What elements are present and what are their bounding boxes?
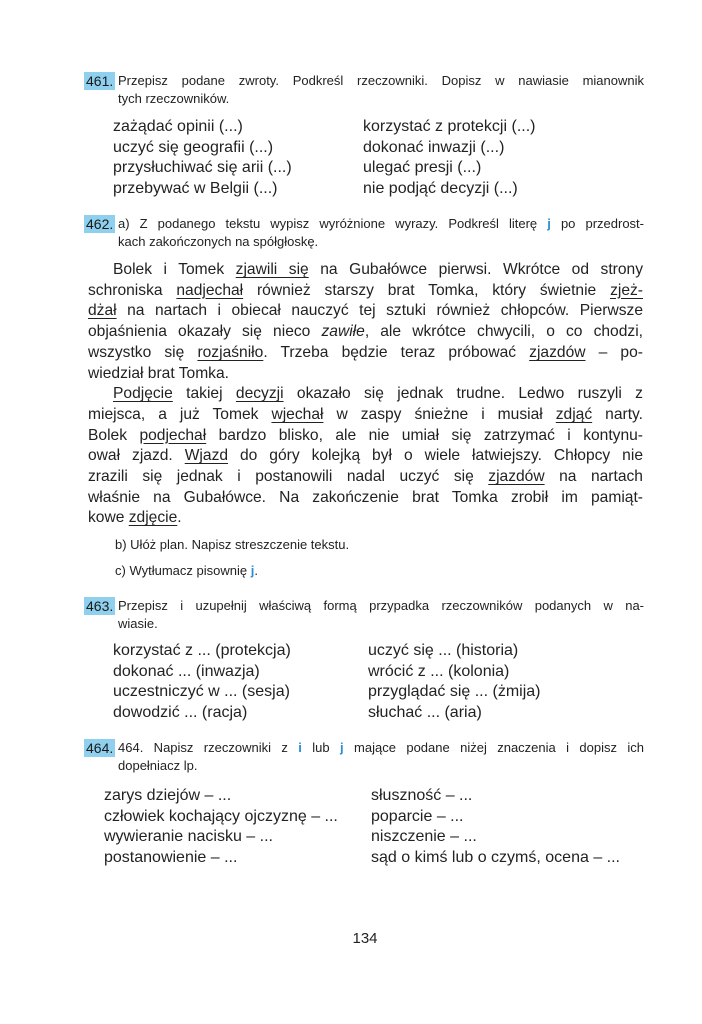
instruction-line: Przepisz i uzupełnij właściwą formą przypadka rzeczowników podanych w na-	[118, 598, 644, 613]
phrase: słuchać ... (aria)	[368, 703, 482, 721]
story-line	[88, 260, 643, 281]
subtask-text: c) Wytłumacz pisownię	[115, 563, 248, 578]
highlighted-word: zjawili się	[235, 261, 309, 278]
exercise-463	[84, 597, 644, 631]
exercise-464	[84, 739, 644, 773]
instruction-line: kach zakończonych na spółgłoskę.	[118, 234, 319, 249]
instruction-line: Przepisz podane zwroty. Podkreśl rzeczowniki. Dopisz w nawiasie mianownik	[118, 73, 644, 88]
phrase: ulegać presji (...)	[363, 159, 482, 176]
phrase-list-left	[113, 117, 292, 199]
phrase: sąd o kimś lub o czymś, ocena – ...	[371, 848, 620, 866]
story-text: na nartach	[544, 468, 643, 486]
phrase: przyglądać się ... (żmija)	[368, 683, 541, 700]
phrase: zarys dziejów – ...	[104, 787, 232, 804]
story-text: kowe	[88, 509, 129, 527]
story-text: miejsca, a już Tomek	[88, 405, 272, 423]
story-text: – po-	[585, 343, 643, 361]
highlight-letter: j	[340, 740, 344, 755]
phrase: uczyć się ... (historia)	[368, 642, 519, 659]
instruction-line	[118, 215, 644, 233]
story-line	[88, 508, 643, 529]
instruction-text: po przedrost-	[560, 216, 644, 231]
highlighted-word: Podjęcie	[113, 385, 173, 403]
story-line	[88, 322, 643, 343]
story-line	[88, 405, 643, 426]
story-text: w zaspy śnieżne i musiał	[323, 405, 556, 423]
phrase-list-right	[363, 117, 535, 199]
story-text: Bolek i Tomek	[113, 261, 236, 278]
story-line	[88, 467, 643, 488]
phrase: człowiek kochający ojczyznę – ...	[104, 807, 338, 825]
story-text: również starszy brat Tomka, który świetnie	[243, 281, 611, 299]
instruction-line	[118, 739, 644, 757]
instruction-line: tych rzeczowników.	[118, 91, 230, 106]
phrase: słuszność – ...	[371, 787, 473, 804]
highlighted-word: zjazdów	[488, 468, 545, 486]
exercise-instruction	[118, 597, 644, 633]
exercise-number: 464.	[86, 740, 114, 756]
highlight-letter: j	[547, 216, 551, 231]
phrase-list-left	[104, 786, 338, 868]
instruction-text: mające podane niżej znaczenia i dopisz ich	[354, 740, 644, 755]
story-text: na Gubałówce pierwsi. Wkrótce od strony	[308, 261, 644, 278]
exercise-instruction	[118, 215, 644, 251]
phrase: niszczenie – ...	[371, 828, 477, 845]
phrase: przebywać w Belgii (...)	[113, 179, 278, 197]
story-text: . Trzeba będzie teraz próbować	[263, 343, 530, 361]
exercise-number: 463.	[86, 598, 114, 614]
story-line	[88, 343, 643, 364]
subtask-b: b) Ułóż plan. Napisz streszczenie tekstu.	[115, 537, 350, 552]
phrase-list-right	[368, 641, 541, 723]
phrase: zażądać opinii (...)	[113, 118, 243, 135]
phrase: dokonać ... (inwazja)	[113, 662, 260, 680]
story-text: , ale wkrótce chwycili, o co chodzi,	[364, 323, 643, 341]
highlight-letter: i	[298, 740, 302, 755]
story-text: objaśnienia okazały się nieco	[88, 323, 322, 341]
exercise-462	[84, 215, 644, 249]
phrase: uczestniczyć w ... (sesja)	[113, 683, 290, 700]
story-text: bardzo blisko, ale nie umiał się zatrzymać i kontynu-	[206, 426, 643, 444]
story-text: Bolek	[88, 426, 140, 444]
phrase: wywieranie nacisku – ...	[104, 828, 273, 845]
story-text: narty.	[592, 405, 643, 423]
highlighted-word: wjechał	[271, 405, 324, 423]
story-text: właśnie na Gubałówce. Na zakończenie brat Tomka zrobił im pamiąt-	[88, 488, 643, 506]
story-text: wszystko się	[88, 343, 198, 361]
story-line	[88, 301, 643, 322]
highlighted-word: zdjąć	[555, 405, 593, 423]
phrase: poparcie – ...	[371, 807, 464, 825]
highlighted-word: dżał	[88, 302, 117, 320]
story-line	[88, 384, 643, 405]
instruction-text: lub	[312, 740, 330, 755]
instruction-text: 464. Napisz rzeczowniki z	[118, 740, 288, 755]
story-line	[88, 488, 643, 509]
highlighted-word: zjeż-	[610, 281, 643, 299]
highlighted-word: podjechał	[139, 426, 207, 444]
phrase: uczyć się geografii (...)	[113, 138, 274, 156]
exercise-number: 461.	[86, 73, 114, 89]
highlighted-word: rozjaśniło	[197, 343, 264, 361]
phrase: korzystać z protekcji (...)	[363, 118, 536, 135]
story-line	[88, 364, 643, 385]
story-text: okazało się jednak trudne. Ledwo ruszyli z	[283, 385, 643, 403]
instruction-line: dopełniacz lp.	[118, 758, 198, 773]
exercise-instruction	[118, 72, 644, 108]
story-text: do góry kolejką był o wiele łatwiejszy. Chłopcy nie	[228, 447, 643, 465]
story-line	[88, 426, 643, 447]
highlighted-word: zjazdów	[529, 343, 586, 361]
phrase: wrócić z ... (kolonia)	[368, 662, 510, 680]
story-text: schroniska	[88, 281, 177, 299]
highlighted-word: Wjazd	[184, 447, 229, 465]
phrase: korzystać z ... (protekcja)	[113, 642, 291, 659]
story-text: ował zjazd.	[88, 447, 185, 465]
subtask-text: .	[254, 563, 258, 578]
phrase-list-left	[113, 641, 291, 723]
story-text: takiej	[172, 385, 236, 403]
story-text: zawiłe	[321, 323, 365, 341]
highlighted-word: decyzji	[235, 385, 284, 403]
phrase: dowodzić ... (racja)	[113, 703, 248, 721]
highlight-letter: j	[250, 563, 255, 578]
exercise-instruction	[118, 739, 644, 775]
subtask-c	[115, 563, 258, 578]
phrase: nie podjąć decyzji (...)	[363, 179, 518, 197]
exercise-number: 462.	[86, 216, 114, 232]
phrase: dokonać inwazji (...)	[363, 138, 505, 156]
story-paragraphs	[88, 260, 643, 529]
instruction-text: a) Z podanego tekstu wypisz wyróżnione wyrazy. Podkreśl literę	[118, 216, 538, 231]
phrase-list-right	[371, 786, 620, 868]
instruction-line: wiasie.	[118, 616, 158, 631]
story-line	[88, 446, 643, 467]
highlighted-word: nadjechał	[176, 281, 244, 299]
phrase: przysłuchiwać się arii (...)	[113, 159, 292, 176]
highlighted-word: zdjęcie	[128, 509, 178, 527]
story-text: wiedział brat Tomka.	[88, 364, 229, 382]
story-line	[88, 281, 643, 302]
story-text: zrazili się jednak i postanowili nadal uczyć się	[88, 468, 489, 486]
story-text: na nartach i obiecał nauczyć tej sztuki również chłopców. Pierwsze	[116, 302, 643, 320]
exercise-461	[84, 72, 644, 106]
phrase: postanowienie – ...	[104, 848, 238, 866]
story-text: .	[177, 509, 182, 527]
story-text	[88, 260, 643, 529]
page-number: 134	[352, 930, 378, 947]
